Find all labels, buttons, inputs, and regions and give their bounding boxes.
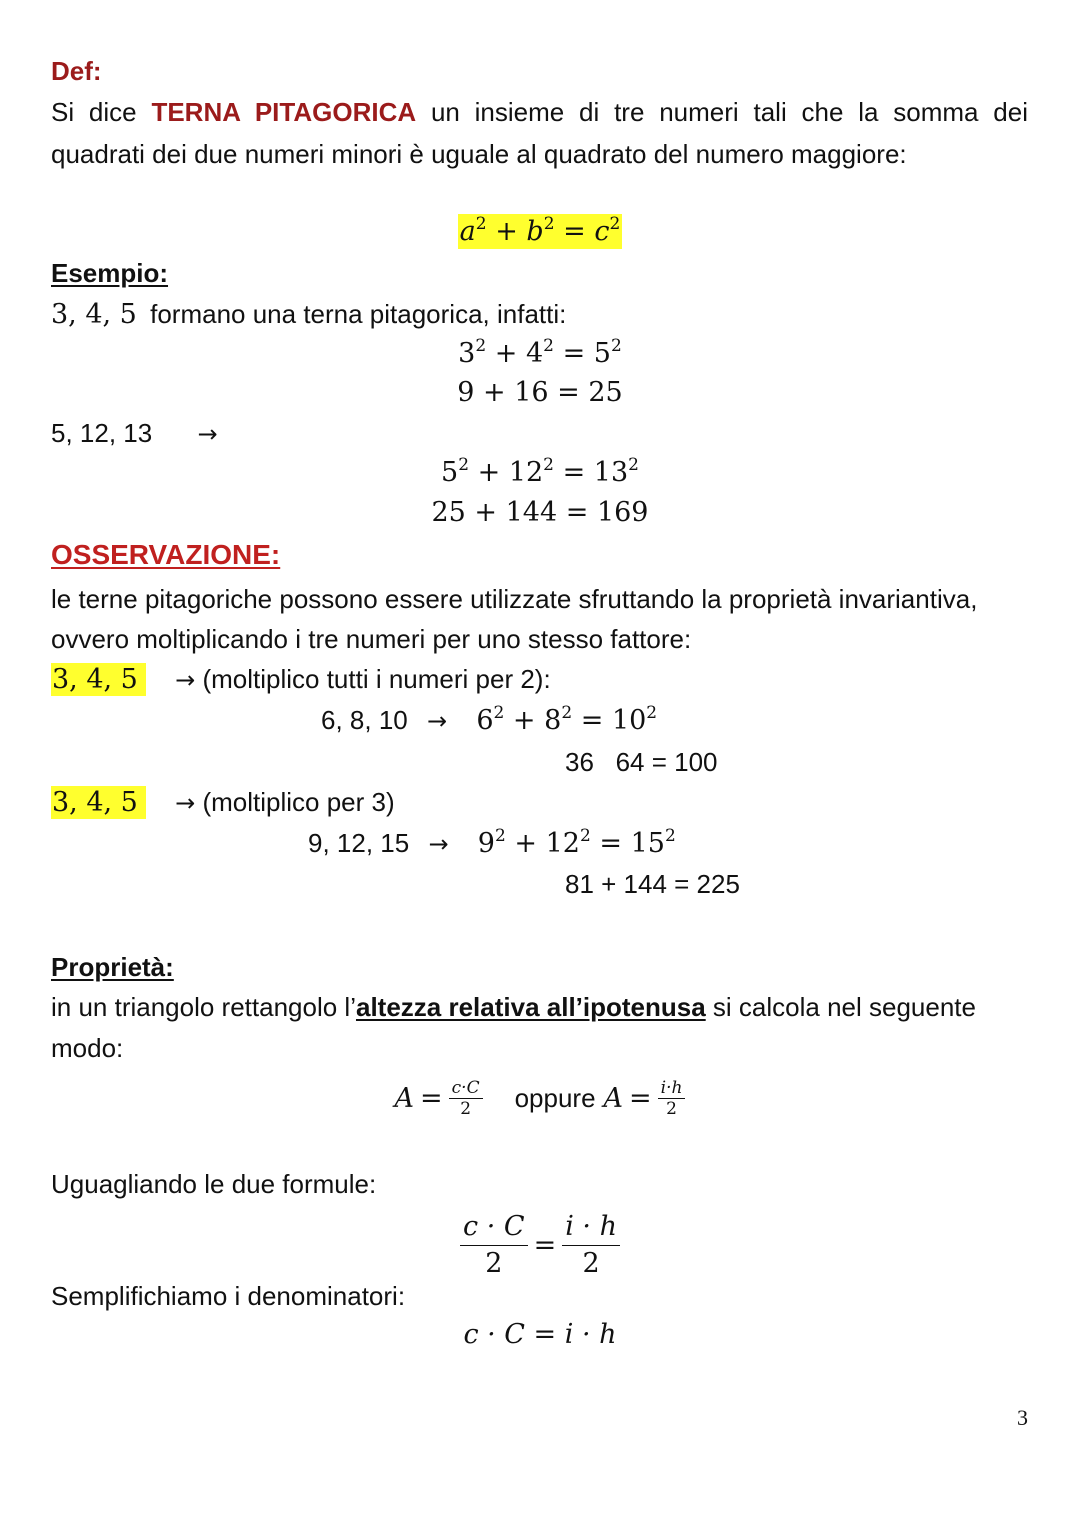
example-text: formano una terna pitagorica, infatti: (150, 299, 567, 329)
pythagorean-formula (0, 215, 1080, 249)
formula-highlight: $a^2 + b^2 = c^2$ (459, 214, 621, 247)
example-equation-2: $5^2 + 12^2 = 13^2$ (441, 455, 639, 488)
property-label: Proprietà: (51, 952, 174, 982)
observation-line-2: ovvero moltiplicando i tre numeri per uno stesso fattore: (51, 624, 692, 654)
fraction-1: $\frac{c\cdot C}{2}$ (449, 1078, 483, 1119)
simplify-label: Semplifichiamo i denominatori: (51, 1281, 406, 1311)
definition-line-1 (51, 95, 1028, 129)
case-2-note: (moltiplico per 3) (202, 787, 395, 817)
case-2-result: 9, 12, 15 (308, 828, 410, 858)
equated-formula: $\frac{c \cdot C}{2}$ = $\frac{i \cdot h}{2}$ (0, 1206, 1080, 1284)
definition-term: TERNA PITAGORICA (151, 97, 417, 127)
area-formulas: A = $\frac{c\cdot C}{2}$ oppure A = $\frac{i\cdot h}{2}$ (0, 1068, 1080, 1128)
example-triple: 3, 4, 5 (51, 299, 137, 330)
case-2-sum: 81 + 144 = 225 (565, 869, 740, 899)
page-number: 3 (1017, 1405, 1028, 1430)
arrow-icon: → (428, 830, 449, 858)
case-2-result-line (308, 826, 676, 861)
case-1-result: 6, 8, 10 (321, 705, 408, 735)
arrow-icon: → (197, 420, 218, 448)
equating-label: Uguagliando le due formule: (51, 1169, 377, 1199)
case-1-line (51, 662, 551, 697)
example-line (51, 297, 566, 332)
fraction-right: $\frac{i \cdot h}{2}$ (562, 1209, 620, 1282)
altitude-term: altezza relativa all’ipotenusa (355, 992, 706, 1022)
fraction-left: $\frac{c \cdot C}{2}$ (460, 1209, 528, 1282)
example-sum-2: 25 + 144 = 169 (431, 497, 649, 528)
example-label: Esempio: (51, 258, 169, 288)
example-sum-1: 9 + 16 = 25 (457, 377, 623, 408)
case-1-note: (moltiplico tutti i numeri per 2): (202, 664, 551, 694)
definition-label: Def: (51, 56, 102, 86)
case-2-line (51, 785, 395, 820)
example-triple-2: 5, 12, 13 → (51, 418, 218, 448)
arrow-icon: → (175, 789, 196, 817)
case-1-triple: 3, 4, 5 (51, 663, 146, 696)
case-1-equation: $6^2 + 8^2 = 10^2$ (476, 703, 658, 736)
case-2-triple: 3, 4, 5 (51, 786, 146, 819)
case-1-sum: 36 64 = 100 (565, 747, 718, 777)
property-line-2: modo: (51, 1033, 124, 1063)
case-1-result-line (321, 703, 657, 738)
observation-label: OSSERVAZIONE: (51, 539, 281, 570)
definition-line-2: quadrati dei due numeri minori è uguale al quadrato del numero maggiore: (51, 139, 907, 169)
definition-line-1-rest: un insieme di tre numeri tali che la somma dei (430, 97, 1029, 127)
final-equation: c · C = i · h (463, 1319, 617, 1350)
arrow-icon: → (175, 666, 196, 694)
property-line-1: in un triangolo rettangolo l’altezza relativa all’ipotenusa si calcola nel seguente (51, 992, 976, 1022)
case-2-equation: $9^2 + 12^2 = 15^2$ (477, 826, 676, 859)
definition-intro: Si dice (51, 97, 137, 127)
observation-line-1: le terne pitagoriche possono essere utilizzate sfruttando la proprietà invariantiva, (51, 584, 978, 614)
example-equation-1: $3^2 + 4^2 = 5^2$ (458, 336, 622, 369)
arrow-icon: → (426, 707, 448, 735)
fraction-2: $\frac{i\cdot h}{2}$ (658, 1078, 686, 1119)
